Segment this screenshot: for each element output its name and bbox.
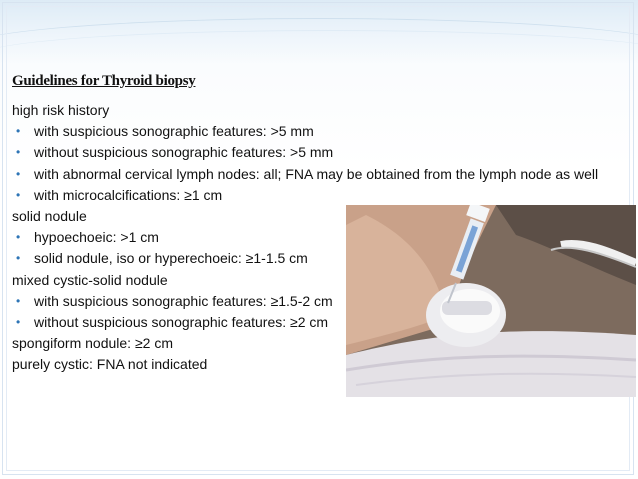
bullet-icon: • bbox=[16, 124, 21, 139]
list-item-text: with microcalcifications: ≥1 cm bbox=[34, 186, 223, 203]
bullet-icon: • bbox=[16, 145, 21, 160]
list-item: spongiform nodule: ≥2 cm bbox=[12, 335, 173, 352]
list-item-text: with suspicious sonographic features: ≥1.5-2 cm bbox=[34, 292, 333, 309]
list-item-text: without suspicious sonographic features: ≥2 cm bbox=[34, 314, 329, 331]
bullet-icon: • bbox=[16, 230, 21, 245]
biopsy-photo-illustration bbox=[346, 205, 636, 397]
list-item-text: with suspicious sonographic features: >5 mm bbox=[34, 123, 314, 140]
list-item bbox=[12, 142, 612, 163]
bullet-icon: • bbox=[16, 187, 21, 202]
list-item-text: solid nodule, iso or hyperechoeic: ≥1-1.5 cm bbox=[34, 250, 308, 267]
list-item bbox=[12, 121, 612, 142]
list-item-text: with abnormal cervical lymph nodes: all; FNA may be obtained from the lymph node as well bbox=[34, 165, 599, 182]
list-item bbox=[12, 164, 609, 185]
list-item bbox=[12, 185, 612, 206]
list-item-text: without suspicious sonographic features: >5 mm bbox=[34, 144, 334, 161]
list-item: purely cystic: FNA not indicated bbox=[12, 356, 208, 373]
list-item: solid nodule bbox=[12, 208, 87, 225]
list-item: mixed cystic-solid nodule bbox=[12, 271, 168, 288]
bullet-icon: • bbox=[16, 293, 21, 308]
bullet-icon: • bbox=[16, 251, 21, 266]
bullet-icon: • bbox=[16, 315, 21, 330]
list-item-text: hypoechoeic: >1 cm bbox=[34, 229, 159, 246]
bullet-icon: • bbox=[16, 166, 21, 181]
slide-title: Guidelines for Thyroid biopsy bbox=[12, 73, 196, 89]
biopsy-photo bbox=[346, 205, 636, 397]
list-item: high risk history bbox=[12, 102, 110, 118]
